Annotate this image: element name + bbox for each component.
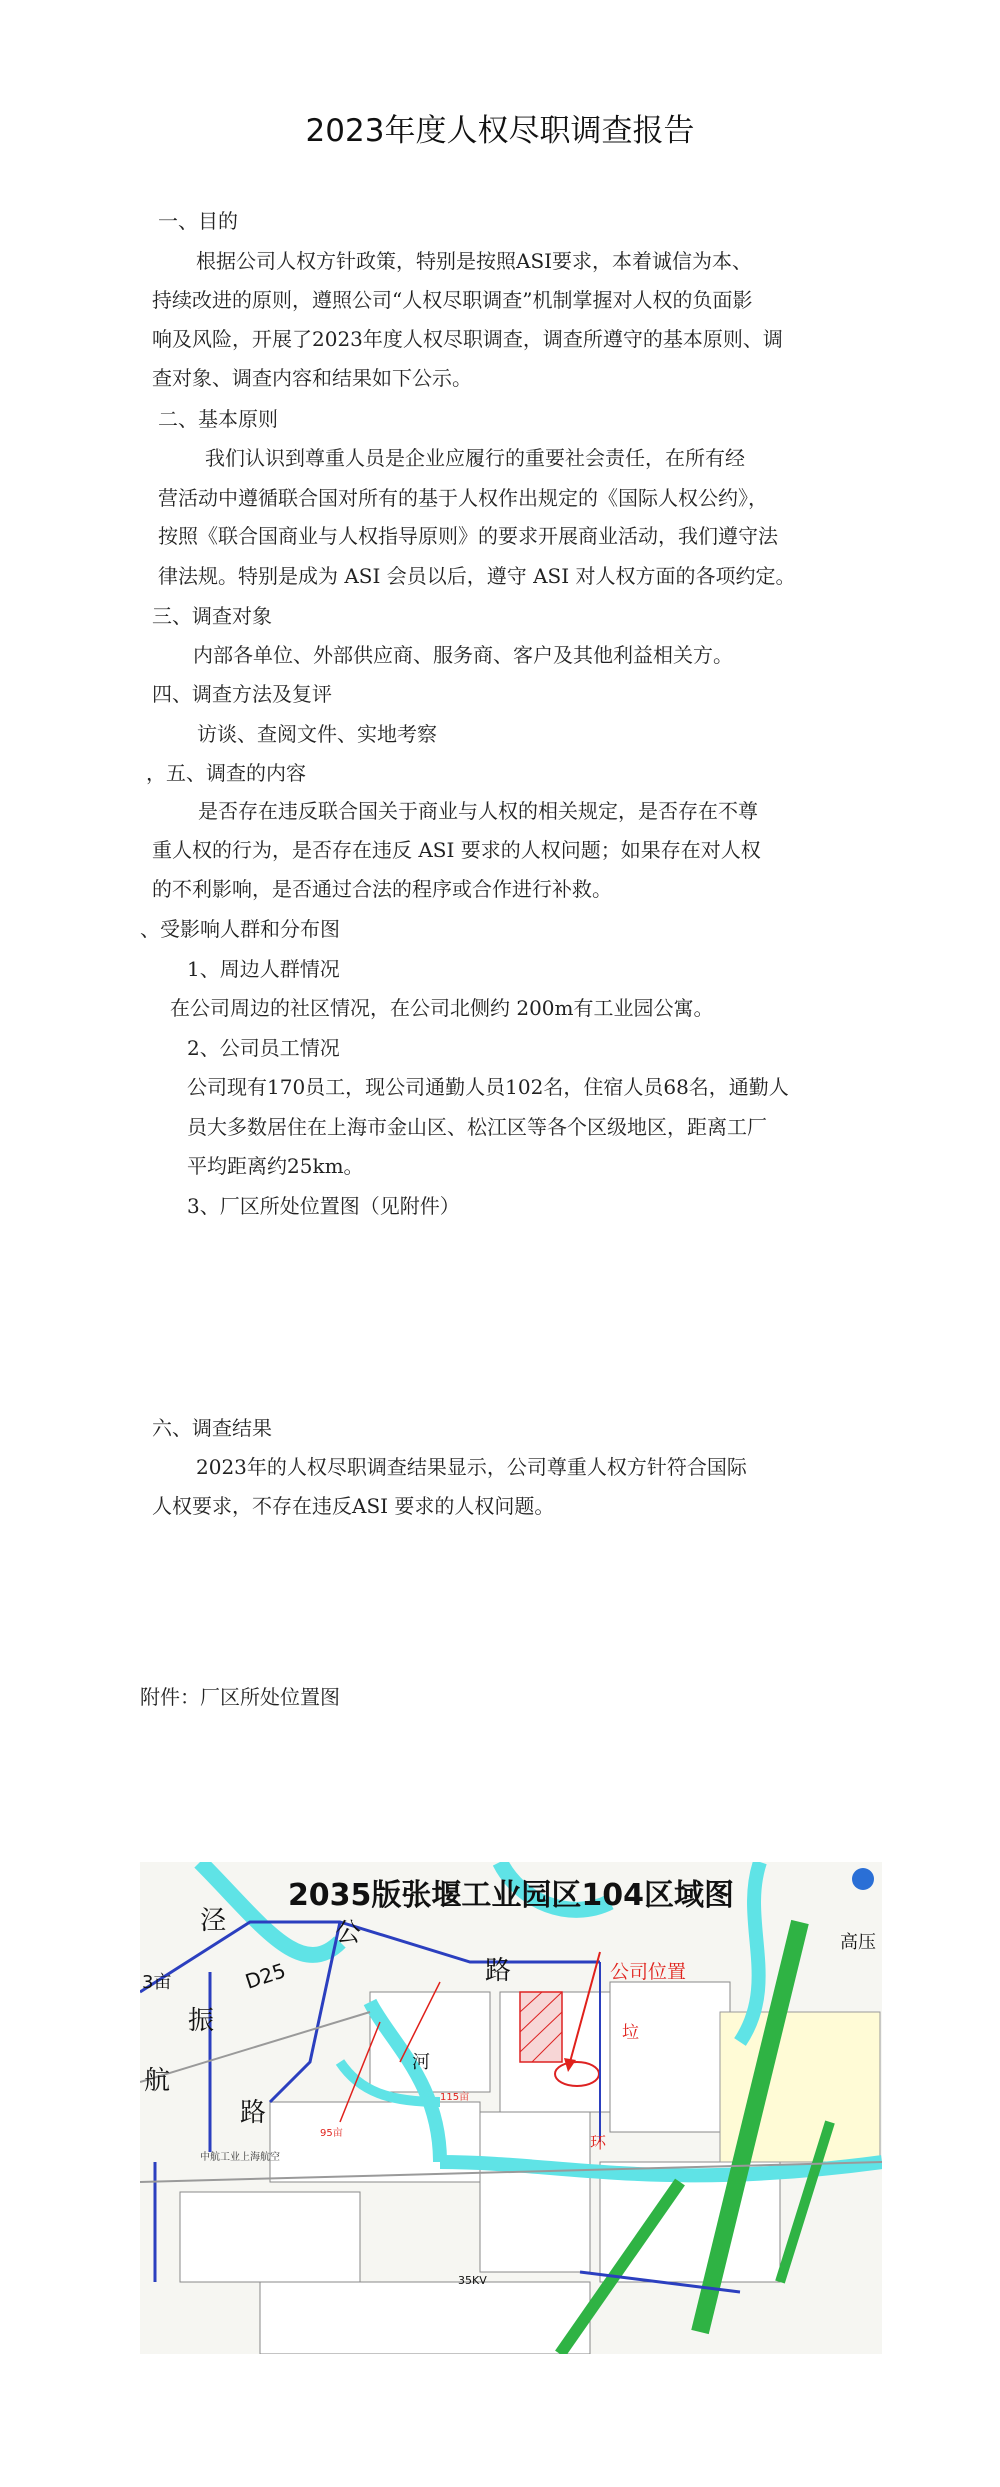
heading-affected: 、受影响人群和分布图 [140, 917, 340, 941]
map-label: 35KV [458, 2274, 487, 2287]
body-line: 公司现有170员工，现公司通勤人员102名，住宿人员68名，通勤人 [187, 1075, 789, 1099]
attachment-label: 附件：厂区所处位置图 [140, 1685, 340, 1709]
map-label: 公 [335, 1918, 362, 1948]
map-label: 高压 [840, 1932, 876, 1953]
map-label: 垃 [622, 2023, 639, 2043]
heading-results: 六、调查结果 [152, 1416, 272, 1440]
map-title: 2035版张堰工业园区104区域图 [287, 1878, 735, 1913]
body-line: 响及风险，开展了2023年度人权尽职调查，调查所遵守的基本原则、调 [152, 327, 783, 351]
body-line: 内部各单位、外部供应商、服务商、客户及其他利益相关方。 [193, 643, 733, 667]
body-line: 营活动中遵循联合国对所有的基于人权作出规定的《国际人权公约》， [158, 486, 768, 510]
map-label: 环 [590, 2133, 607, 2152]
heading-principles: 二、基本原则 [158, 407, 278, 431]
body-line: 的不利影响，是否通过合法的程序或合作进行补救。 [152, 877, 612, 901]
map-label: 95亩 [320, 2128, 343, 2139]
body-line: 员大多数居住在上海市金山区、松江区等各个区级地区，距离工厂 [187, 1115, 767, 1139]
body-line: 重人权的行为，是否存在违反 ASI 要求的人权问题；如果存在对人权 [152, 838, 761, 862]
map-label: 河 [412, 2052, 430, 2073]
map-label: D25 [242, 1958, 289, 1994]
body-line: 访谈、查阅文件、实地考察 [197, 722, 437, 746]
body-line: 持续改进的原则，遵照公司“人权尽职调查”机制掌握对人权的负面影 [152, 288, 753, 312]
subheading: 1、周边人群情况 [187, 957, 340, 981]
body-line: 查对象、调查内容和结果如下公示。 [152, 366, 472, 390]
body-line: 律法规。特别是成为 ASI 会员以后，遵守 ASI 对人权方面的各项约定。 [158, 564, 796, 588]
body-line: 是否存在违反联合国关于商业与人权的相关规定，是否存在不尊 [198, 799, 758, 823]
subheading: 2、公司员工情况 [187, 1036, 340, 1060]
page-title: 2023年度人权尽职调查报告 [305, 113, 695, 149]
body-line: 平均距离约25km。 [187, 1154, 364, 1178]
map-label: 路 [240, 2098, 267, 2128]
body-line: 在公司周边的社区情况，在公司北侧约 200m有工业园公寓。 [170, 996, 714, 1020]
body-line: 按照《联合国商业与人权指导原则》的要求开展商业活动，我们遵守法 [158, 524, 778, 548]
heading-methods: 四、调查方法及复评 [152, 682, 332, 706]
map-label: 泾 [200, 1906, 227, 1936]
heading-content: ，五、调查的内容 [146, 761, 306, 785]
map-label: 航 [144, 2066, 171, 2096]
heading-subjects: 三、调查对象 [152, 604, 272, 628]
subheading: 3、厂区所处位置图（见附件） [187, 1194, 460, 1218]
company-location-label: 公司位置 [610, 1961, 687, 1983]
map-label: 振 [188, 2006, 215, 2036]
body-line: 人权要求，不存在违反ASI 要求的人权问题。 [152, 1494, 555, 1518]
map-badge-icon [852, 1868, 874, 1890]
map-label: 3亩 [142, 1972, 172, 1993]
body-line: 根据公司人权方针政策，特别是按照ASI要求，本着诚信为本、 [196, 249, 753, 273]
map-label: 路 [485, 1956, 512, 1986]
map-label: 115亩 [440, 2092, 470, 2103]
body-line: 我们认识到尊重人员是企业应履行的重要社会责任，在所有经 [205, 446, 745, 470]
body-line: 2023年的人权尽职调查结果显示，公司尊重人权方针符合国际 [196, 1455, 747, 1479]
map-label: 中航工业上海航空 [200, 2152, 280, 2163]
heading-purpose: 一、目的 [158, 209, 238, 233]
site-location-map [140, 1862, 882, 2354]
